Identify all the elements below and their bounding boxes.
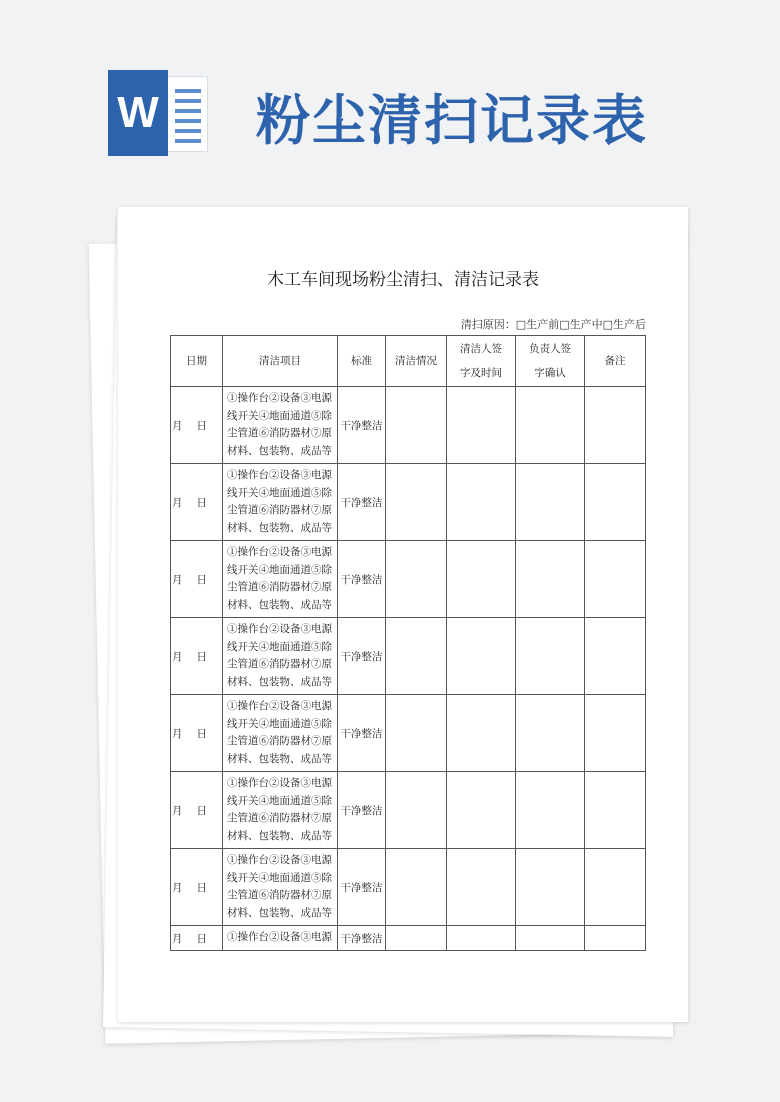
status-cell[interactable] xyxy=(386,772,447,849)
manager-sign-cell[interactable] xyxy=(516,695,585,772)
manager-sign-cell[interactable] xyxy=(516,464,585,541)
items-cell: ①操作台②设备③电源线开关④地面通道⑤除尘管道⑥消防器材⑦原材料、包装物、成品等 xyxy=(223,618,338,695)
table-row xyxy=(171,695,646,772)
cleaner-sign-cell[interactable] xyxy=(447,772,516,849)
date-cell: 月日 xyxy=(171,464,223,541)
date-cell: 月日 xyxy=(171,772,223,849)
page-title: 粉尘清扫记录表 xyxy=(256,89,648,152)
cleaner-sign-cell[interactable] xyxy=(447,541,516,618)
items-cell: ①操作台②设备③电源线开关④地面通道⑤除尘管道⑥消防器材⑦原材料、包装物、成品等 xyxy=(223,464,338,541)
status-cell[interactable] xyxy=(386,618,447,695)
column-header: 备注 xyxy=(585,336,646,387)
standard-cell: 干净整洁 xyxy=(338,695,386,772)
status-cell[interactable] xyxy=(386,464,447,541)
standard-cell: 干净整洁 xyxy=(338,772,386,849)
cleaner-sign-cell[interactable] xyxy=(447,387,516,464)
column-header: 清洁情况 xyxy=(386,336,447,387)
items-cell: ①操作台②设备③电源线开关④地面通道⑤除尘管道⑥消防器材⑦原材料、包装物、成品等 xyxy=(223,387,338,464)
remark-cell[interactable] xyxy=(585,541,646,618)
manager-sign-cell[interactable] xyxy=(516,849,585,926)
status-cell[interactable] xyxy=(386,695,447,772)
cleaner-sign-cell[interactable] xyxy=(447,464,516,541)
table-row xyxy=(171,464,646,541)
status-cell[interactable] xyxy=(386,387,447,464)
cleaner-sign-cell[interactable] xyxy=(447,618,516,695)
document-page xyxy=(118,207,688,1022)
items-cell: ①操作台②设备③电源线开关④地面通道⑤除尘管道⑥消防器材⑦原材料、包装物、成品等 xyxy=(223,541,338,618)
manager-sign-cell[interactable] xyxy=(516,926,585,951)
standard-cell: 干净整洁 xyxy=(338,387,386,464)
manager-sign-cell[interactable] xyxy=(516,541,585,618)
table-row xyxy=(171,618,646,695)
remark-cell[interactable] xyxy=(585,849,646,926)
items-cell: ①操作台②设备③电源线开关④地面通道⑤除尘管道⑥消防器材⑦原材料、包装物、成品等 xyxy=(223,772,338,849)
cleaner-sign-cell[interactable] xyxy=(447,695,516,772)
table-row xyxy=(171,387,646,464)
column-header: 清洁项目 xyxy=(223,336,338,387)
standard-cell: 干净整洁 xyxy=(338,541,386,618)
items-cell: ①操作台②设备③电源 xyxy=(223,926,338,951)
standard-cell: 干净整洁 xyxy=(338,849,386,926)
remark-cell[interactable] xyxy=(585,387,646,464)
table-row xyxy=(171,849,646,926)
status-cell[interactable] xyxy=(386,849,447,926)
manager-sign-cell[interactable] xyxy=(516,618,585,695)
standard-cell: 干净整洁 xyxy=(338,618,386,695)
table-row xyxy=(171,772,646,849)
status-cell[interactable] xyxy=(386,926,447,951)
date-cell: 月日 xyxy=(171,618,223,695)
date-cell: 月日 xyxy=(171,387,223,464)
items-cell: ①操作台②设备③电源线开关④地面通道⑤除尘管道⑥消防器材⑦原材料、包装物、成品等 xyxy=(223,695,338,772)
remark-cell[interactable] xyxy=(585,772,646,849)
remark-cell[interactable] xyxy=(585,618,646,695)
remark-cell[interactable] xyxy=(585,695,646,772)
manager-sign-cell[interactable] xyxy=(516,772,585,849)
column-header: 标准 xyxy=(338,336,386,387)
items-cell: ①操作台②设备③电源线开关④地面通道⑤除尘管道⑥消防器材⑦原材料、包装物、成品等 xyxy=(223,849,338,926)
remark-cell[interactable] xyxy=(585,464,646,541)
date-cell: 月日 xyxy=(171,695,223,772)
standard-cell: 干净整洁 xyxy=(338,926,386,951)
word-logo-icon xyxy=(108,70,208,156)
manager-sign-cell[interactable] xyxy=(516,387,585,464)
date-cell: 月日 xyxy=(171,541,223,618)
cleaning-reason: 清扫原因：□生产前□生产中□生产后 xyxy=(460,318,646,331)
document-title: 木工车间现场粉尘清扫、清洁记录表 xyxy=(267,270,539,290)
column-header: 日期 xyxy=(171,336,223,387)
table-row xyxy=(171,926,646,951)
cleaner-sign-cell[interactable] xyxy=(447,849,516,926)
remark-cell[interactable] xyxy=(585,926,646,951)
table-header-row xyxy=(171,336,646,387)
record-table xyxy=(170,335,646,951)
cleaner-sign-cell[interactable] xyxy=(447,926,516,951)
standard-cell: 干净整洁 xyxy=(338,464,386,541)
table-row xyxy=(171,541,646,618)
word-logo-letter: W xyxy=(108,70,168,156)
date-cell: 月日 xyxy=(171,849,223,926)
column-header: 负责人签字确认 xyxy=(516,336,585,387)
date-cell: 月日 xyxy=(171,926,223,951)
status-cell[interactable] xyxy=(386,541,447,618)
column-header: 清洁人签字及时间 xyxy=(447,336,516,387)
